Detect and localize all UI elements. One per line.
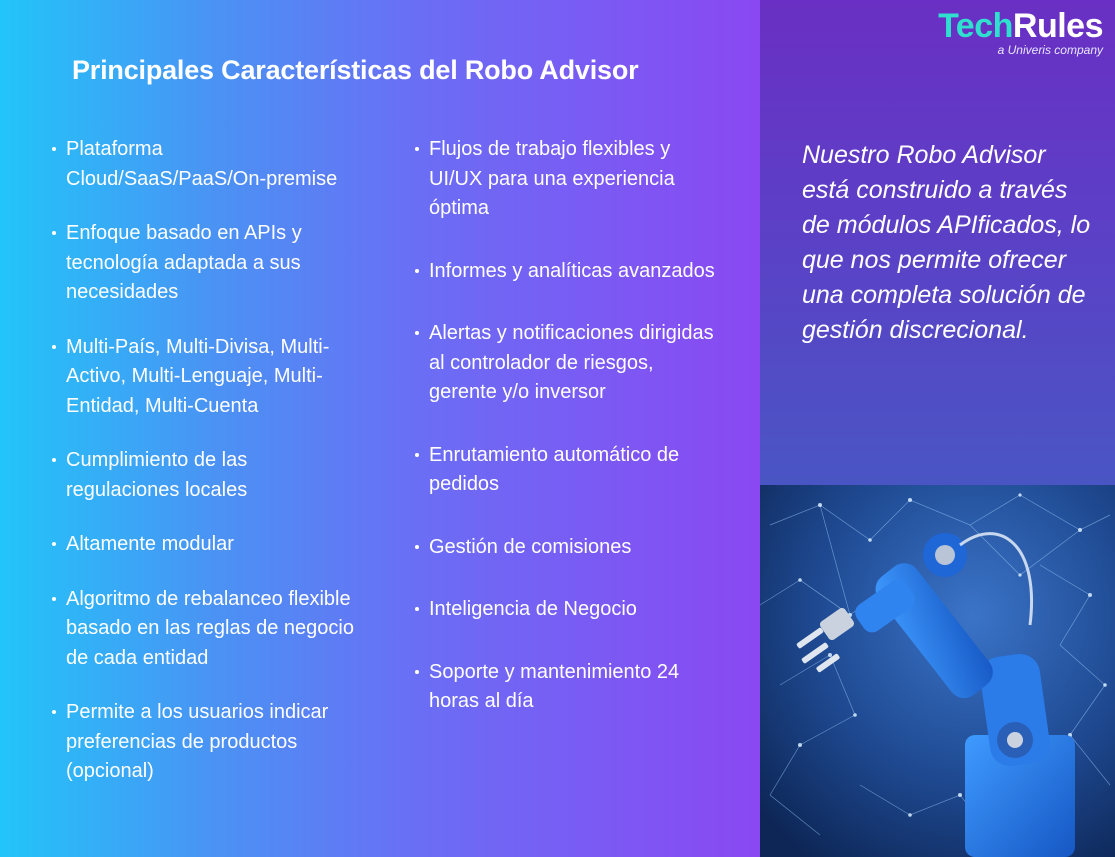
feature-item [413, 135, 723, 224]
bullet-icon [415, 331, 419, 335]
feature-text: Plataforma Cloud/SaaS/PaaS/On-premise [66, 138, 338, 190]
bullet-icon [415, 269, 419, 273]
bullet-icon [415, 670, 419, 674]
feature-item [413, 595, 723, 625]
page-title: Principales Características del Robo Advisor [72, 55, 639, 85]
feature-text: Cumplimiento de las regulaciones locales [66, 449, 248, 501]
feature-item [50, 530, 360, 560]
logo-wordmark [938, 6, 1103, 46]
feature-text: Permite a los usuarios indicar preferencias de productos (opcional) [66, 701, 329, 782]
feature-item [413, 319, 723, 408]
bullet-icon [52, 147, 56, 151]
feature-text: Soporte y mantenimiento 24 horas al día [429, 660, 680, 712]
logo-rules: Rules [1012, 7, 1103, 45]
bullet-icon [415, 147, 419, 151]
feature-item [413, 441, 723, 500]
bullet-icon [52, 542, 56, 546]
feature-item [50, 698, 360, 787]
bullet-icon [415, 607, 419, 611]
feature-text: Alertas y notificaciones dirigidas al controlador de riesgos, gerente y/o inversor [429, 322, 714, 403]
feature-item [413, 257, 723, 287]
logo-tech: Tech [938, 7, 1013, 45]
logo-subtitle: a Univeris company [997, 43, 1103, 57]
feature-item [50, 446, 360, 505]
quote-text: Nuestro Robo Advisor está construido a través de módulos APIficados, lo que nos permite ofrecer una completa solución de gestión discrecional. [802, 141, 1091, 344]
feature-text: Gestión de comisiones [429, 535, 632, 558]
bullet-icon [52, 710, 56, 714]
bullet-icon [52, 597, 56, 601]
bullet-icon [415, 545, 419, 549]
bullet-icon [52, 345, 56, 349]
feature-text: Multi-País, Multi-Divisa, Multi-Activo, Multi-Lenguaje, Multi-Entidad, Multi-Cuenta [66, 335, 330, 417]
features-list-left [50, 135, 360, 812]
feature-text: Informes y analíticas avanzados [429, 259, 715, 282]
feature-text: Inteligencia de Negocio [429, 598, 637, 620]
bullet-icon [52, 231, 56, 235]
bullet-icon [52, 458, 56, 462]
feature-text: Flujos de trabajo flexibles y UI/UX para una experiencia óptima [429, 138, 675, 219]
feature-item [50, 333, 360, 422]
features-list-right [413, 135, 723, 750]
feature-text: Algoritmo de rebalanceo flexible basado en las reglas de negocio de cada entidad [66, 587, 354, 669]
techrules-logo [938, 6, 1103, 57]
feature-item [50, 585, 360, 674]
robot-arm-image [760, 485, 1115, 857]
feature-item [50, 135, 360, 194]
feature-item [50, 219, 360, 308]
feature-item [413, 533, 723, 563]
feature-text: Enrutamiento automático de pedidos [429, 443, 680, 495]
feature-item [413, 658, 723, 717]
feature-text: Enfoque basado en APIs y tecnología adaptada a sus necesidades [66, 222, 302, 303]
bullet-icon [415, 453, 419, 457]
feature-text: Altamente modular [66, 533, 234, 555]
